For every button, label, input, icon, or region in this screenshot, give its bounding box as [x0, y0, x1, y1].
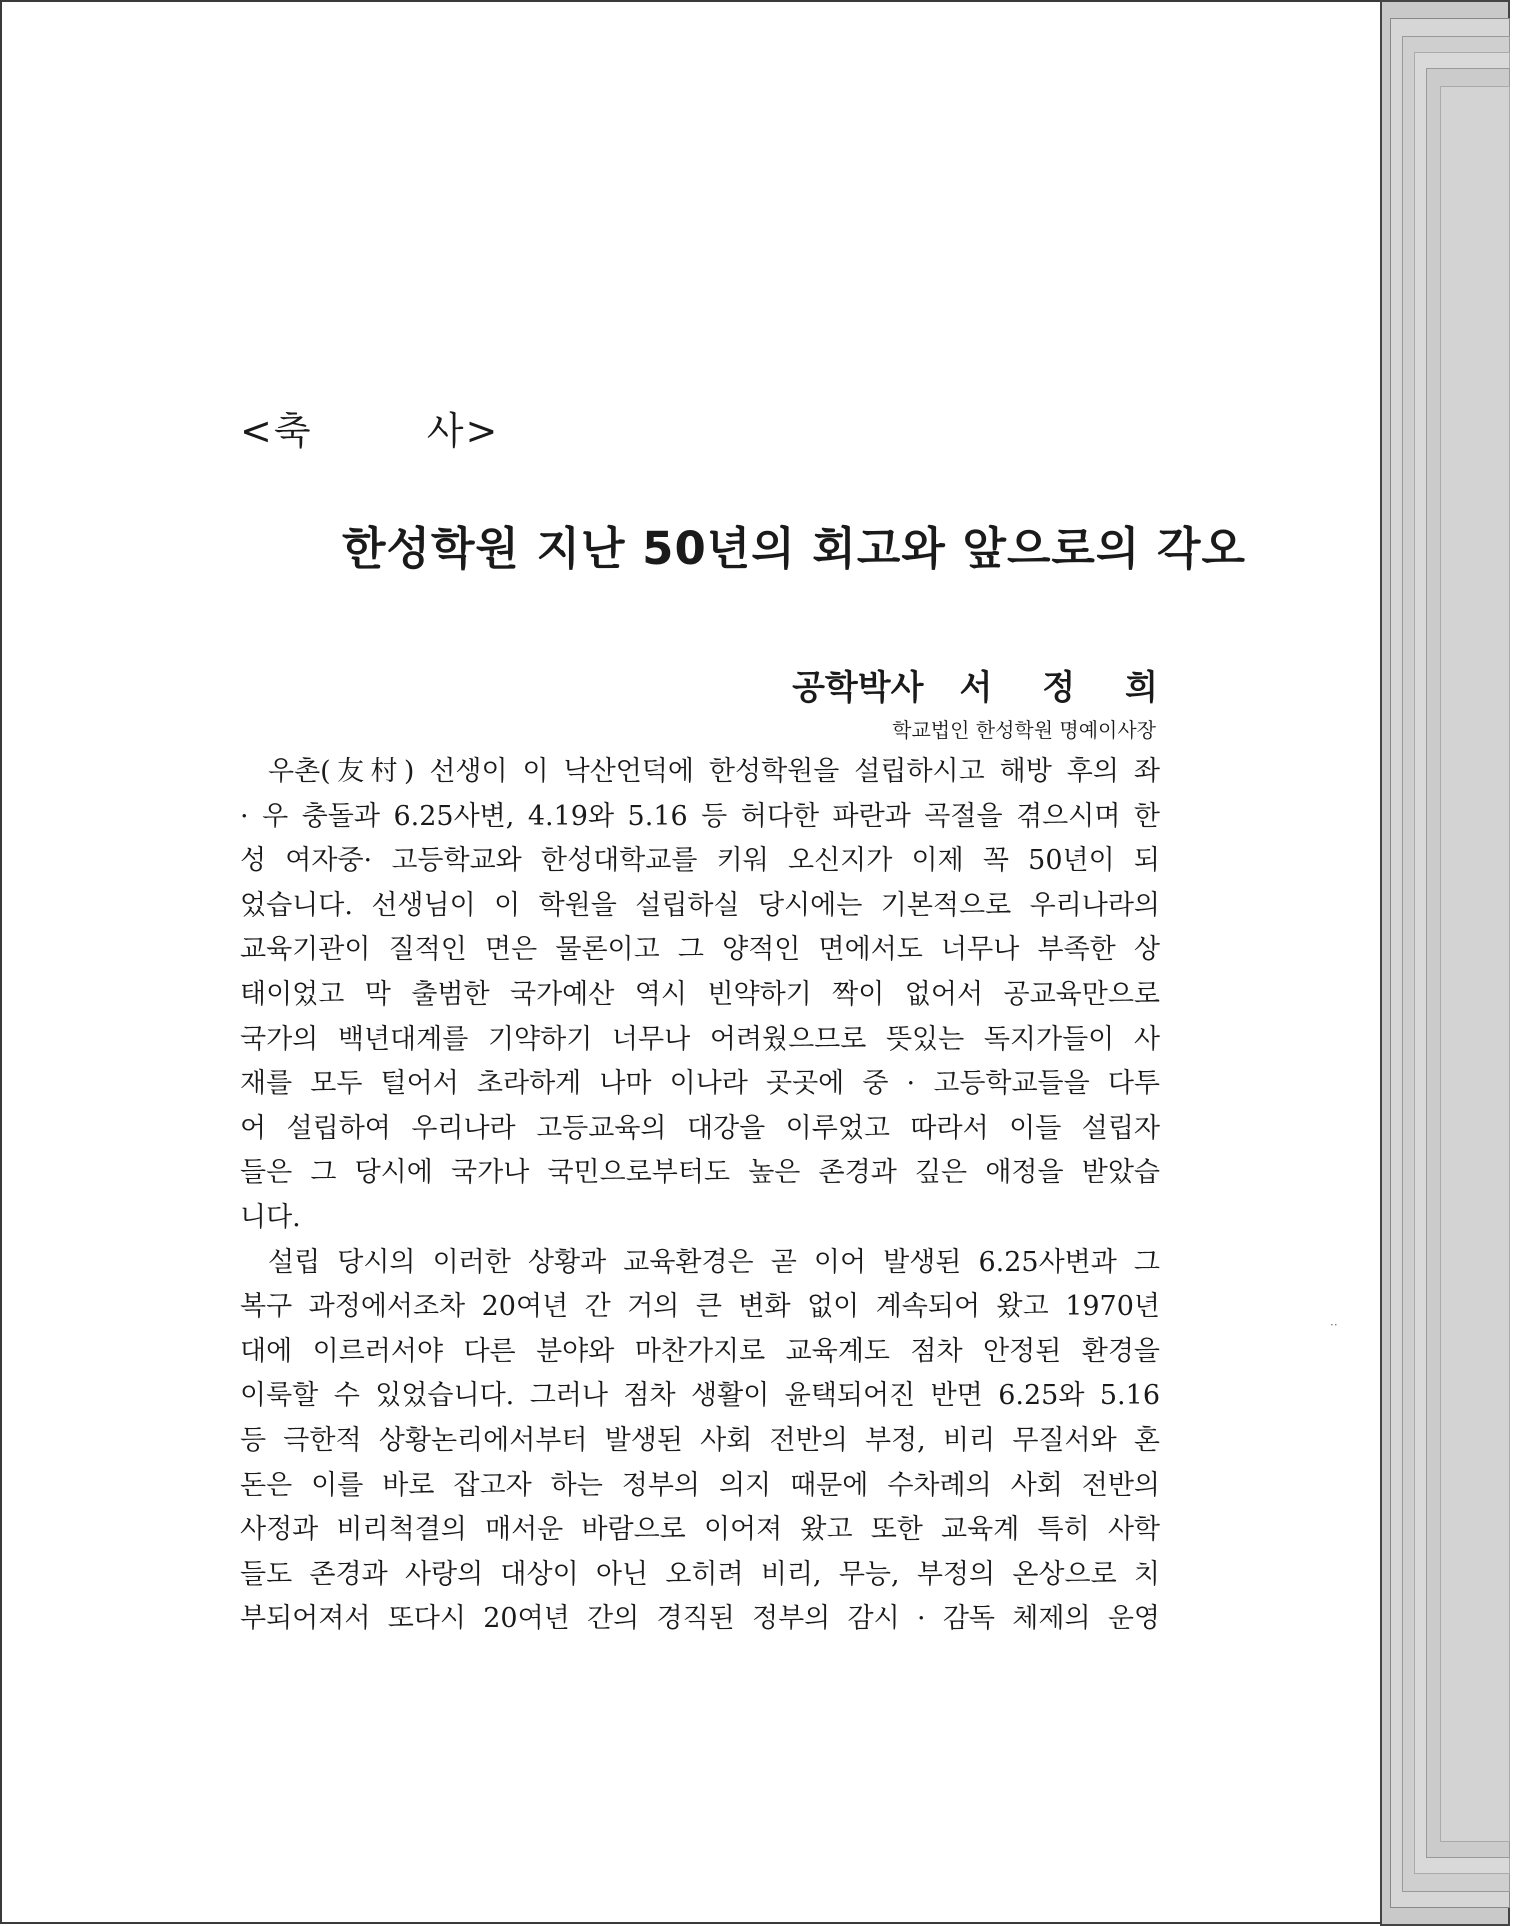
text-line: 부되어져서 또다시 20여년 간의 경직된 정부의 감시 · 감독 체제의 운영	[240, 1603, 1160, 1635]
author-line	[792, 660, 1208, 709]
author-affiliation: 학교법인 한성학원 명예이사장	[892, 718, 1156, 742]
page-edge	[1440, 86, 1510, 1842]
page-title: 한성학원 지난 50년의 회고와 앞으로의 각오	[342, 522, 1246, 575]
text-line: 복구 과정에서조차 20여년 간 거의 큰 변화 없이 계속되어 왔고 1970년	[240, 1291, 1160, 1323]
text-line: 우촌(友村) 선생이 이 낙산언덕에 한성학원을 설립하시고 해방 후의 좌	[268, 756, 1160, 787]
text-line: 들도 존경과 사랑의 대상이 아닌 오히려 비리, 무능, 부정의 온상으로 치	[240, 1558, 1160, 1590]
author-name: 서정희	[959, 668, 1208, 708]
text-line: 니다.	[240, 1201, 301, 1233]
text-line: 들은 그 당시에 국가나 국민으로부터도 높은 존경과 깊은 애정을 받았습	[240, 1157, 1160, 1189]
text-line: 었습니다. 선생님이 이 학원을 설립하실 당시에는 기본적으로 우리나라의	[240, 889, 1160, 921]
text-line: 성 여자중· 고등학교와 한성대학교를 키워 오신지가 이제 꼭 50년이 되	[240, 845, 1160, 877]
text-line: · 우 충돌과 6.25사변, 4.19와 5.16 등 허다한 파란과 곡절을 겪으시며 한	[240, 800, 1160, 832]
text-line: 국가의 백년대계를 기약하기 너무나 어려웠으므로 뜻있는 독지가들이 사	[240, 1023, 1160, 1055]
text-line: 등 극한적 상황논리에서부터 발생된 사회 전반의 부정, 비리 무질서와 혼	[240, 1424, 1160, 1456]
text-line: 교육기관이 질적인 면은 물론이고 그 양적인 면에서도 너무나 부족한 상	[240, 934, 1160, 966]
section-label: <축 사>	[240, 409, 500, 453]
text-line: 어 설립하여 우리나라 고등교육의 대강을 이루었고 따라서 이들 설립자	[240, 1112, 1160, 1144]
text-line: 태이었고 막 출범한 국가예산 역시 빈약하기 짝이 없어서 공교육만으로	[240, 978, 1160, 1010]
text-line: 돈은 이를 바로 잡고자 하는 정부의 의지 때문에 수차례의 사회 전반의	[240, 1469, 1160, 1501]
author-degree: 공학박사	[792, 668, 924, 708]
text-line: 설립 당시의 이러한 상황과 교육환경은 곧 이어 발생된 6.25사변과 그	[268, 1246, 1160, 1278]
body-text	[240, 750, 1160, 1642]
text-line: 이룩할 수 있었습니다. 그러나 점차 생활이 윤택되어진 반면 6.25와 5.16	[240, 1380, 1160, 1412]
paragraph-2	[240, 1241, 1160, 1642]
text-line: 재를 모두 털어서 초라하게 나마 이나라 곳곳에 중 · 고등학교들을 다투	[240, 1068, 1160, 1100]
paragraph-1	[240, 750, 1160, 1241]
stray-mark: ··	[1330, 1318, 1338, 1332]
text-line: 대에 이르러서야 다른 분야와 마찬가지로 교육계도 점차 안정된 환경을	[240, 1335, 1160, 1367]
book-page-edges	[1380, 0, 1522, 1926]
text-line: 사정과 비리척결의 매서운 바람으로 이어져 왔고 또한 교육계 특히 사학	[240, 1514, 1160, 1546]
